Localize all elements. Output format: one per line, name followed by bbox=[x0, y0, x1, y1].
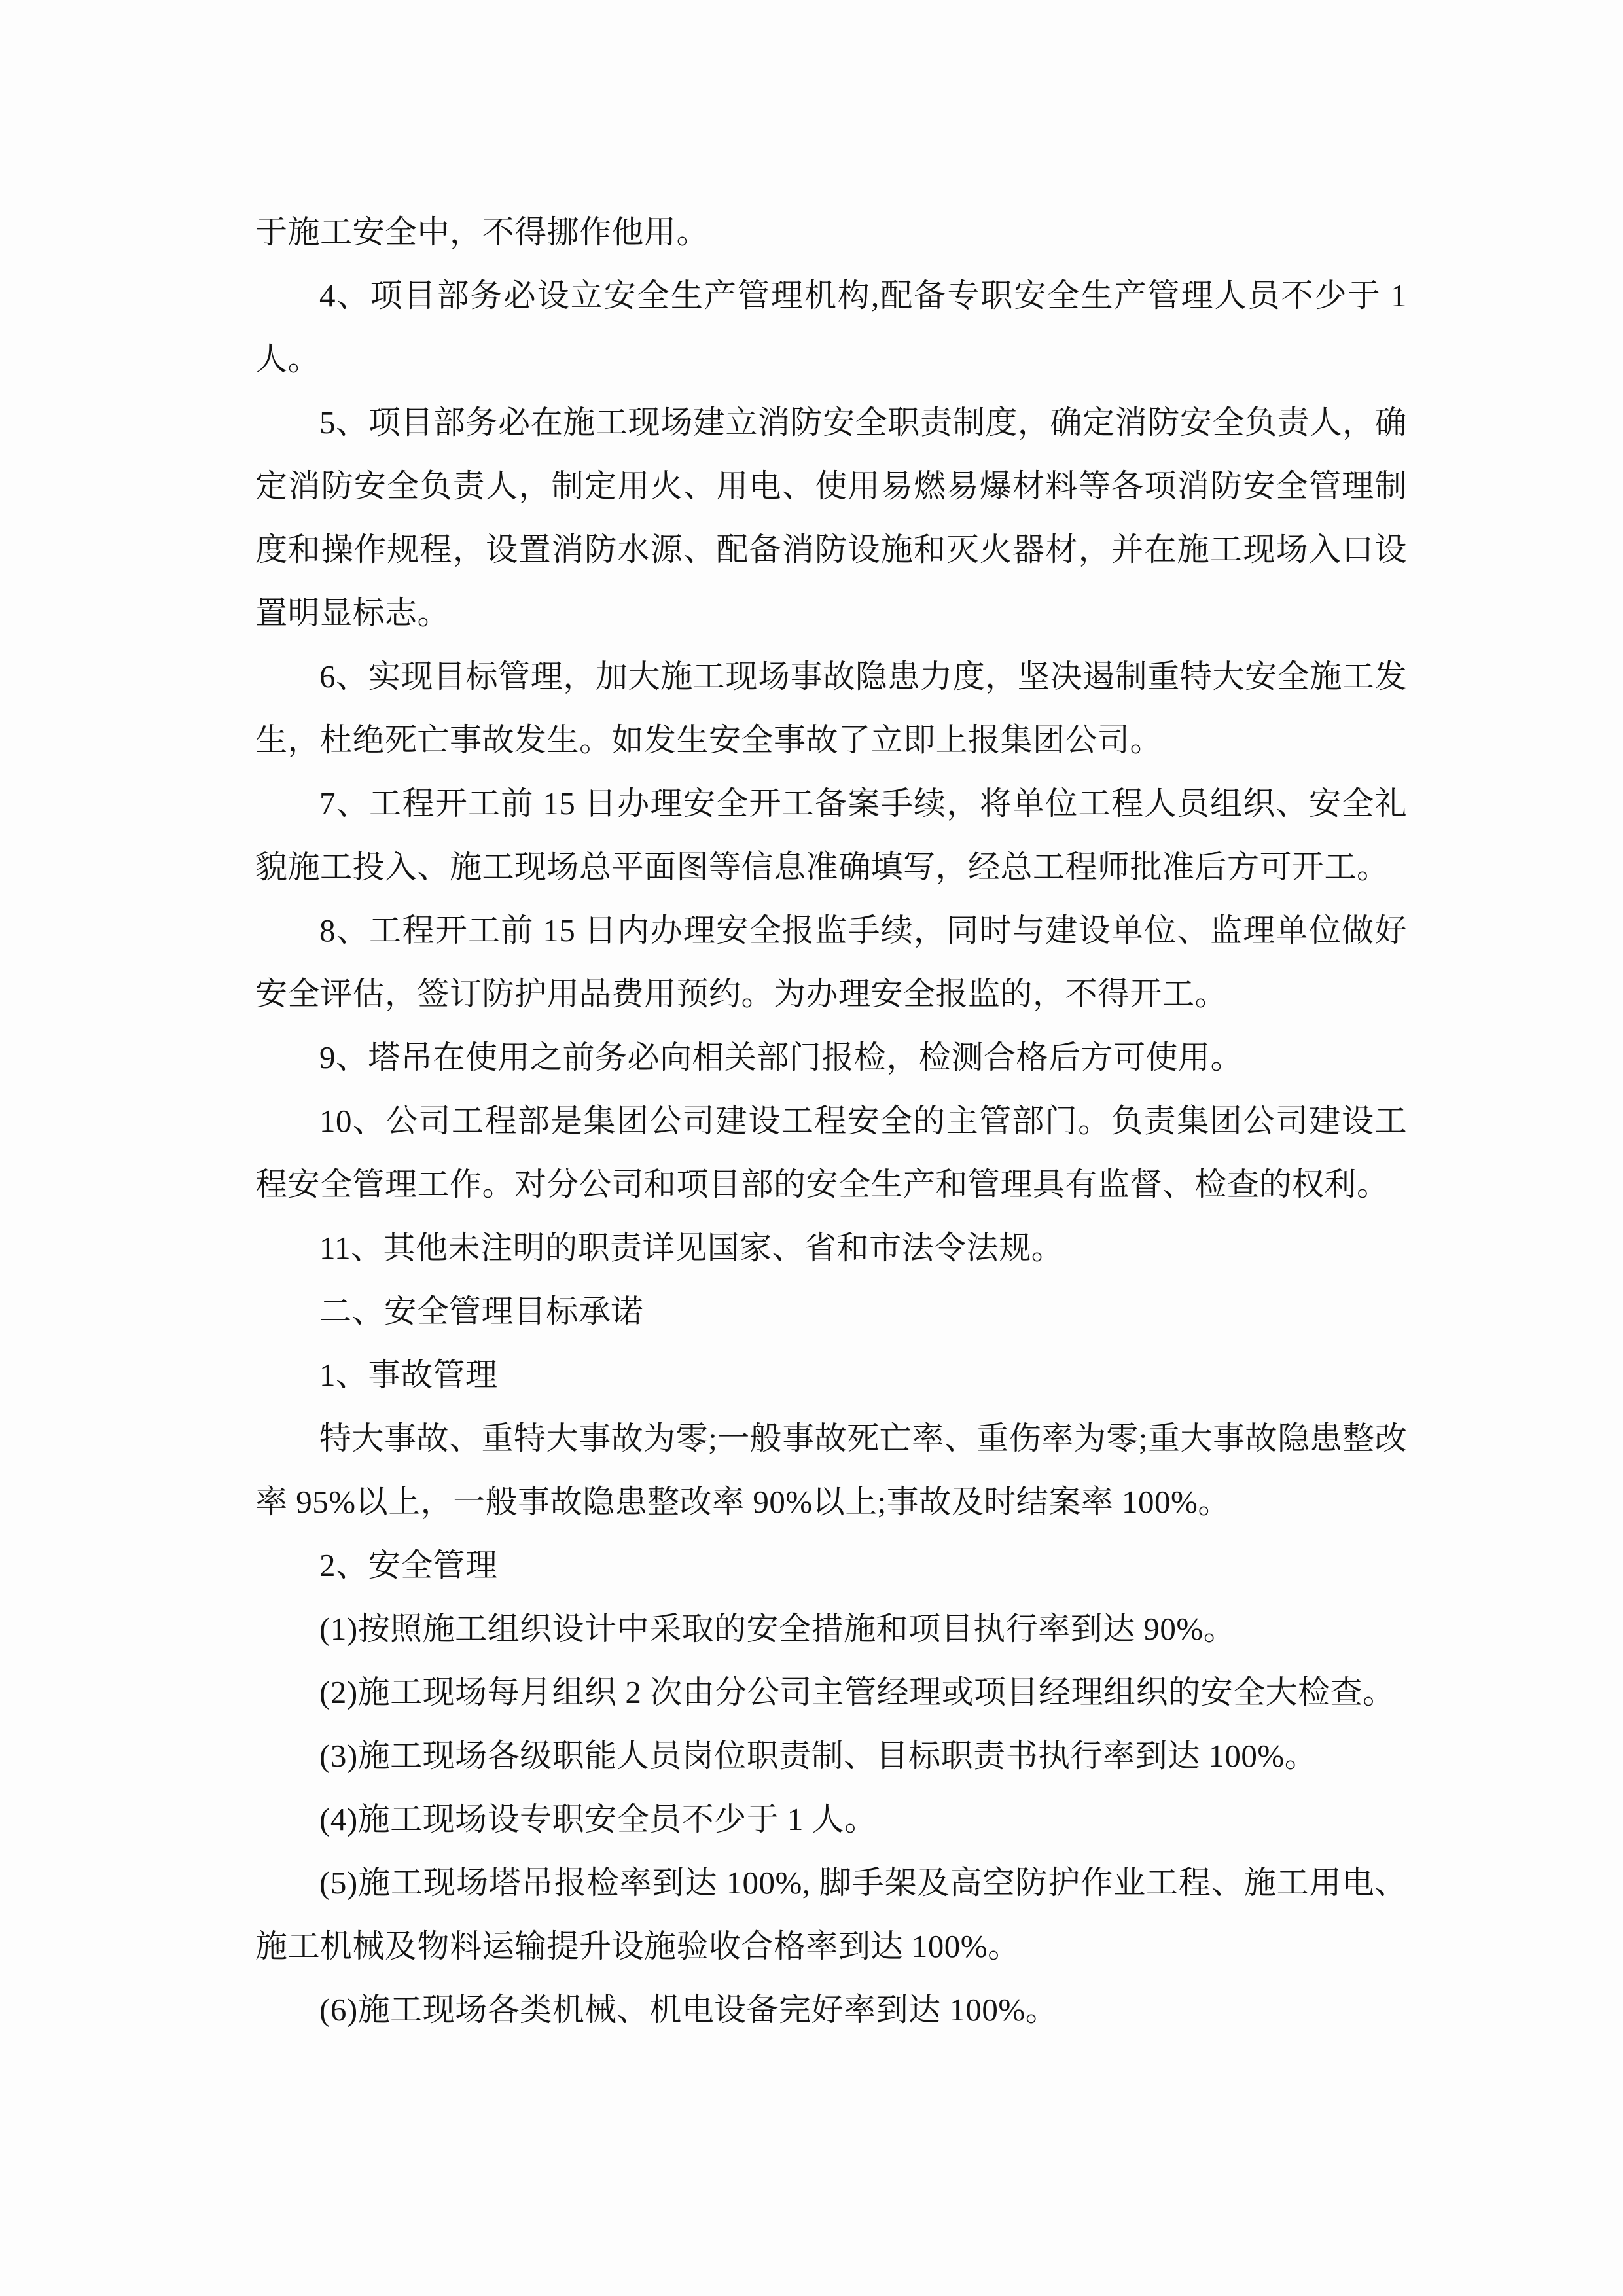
paragraph-subitem-5: (5)施工现场塔吊报检率到达 100%, 脚手架及高空防护作业工程、施工用电、施工机械及物料运输提升设施验收合格率到达 100%。 bbox=[255, 1865, 1407, 1964]
paragraph-item-6: 6、实现目标管理，加大施工现场事故隐患力度，坚决遏制重特大安全施工发生，杜绝死亡事故发生。如发生安全事故了立即上报集团公司。 bbox=[255, 658, 1407, 758]
paragraph-subitem-4: (4)施工现场设专职安全员不少于 1 人。 bbox=[319, 1801, 877, 1837]
paragraph-continuation: 于施工安全中，不得挪作他用。 bbox=[255, 214, 709, 250]
subsection-heading-2: 2、安全管理 bbox=[319, 1547, 498, 1583]
paragraph-subitem-6: (6)施工现场各类机械、机电设备完好率到达 100%。 bbox=[319, 1992, 1058, 2028]
paragraph-item-4: 4、项目部务必设立安全生产管理机构,配备专职安全生产管理人员不少于 1 人。 bbox=[255, 278, 1407, 377]
paragraph-subitem-2: (2)施工现场每月组织 2 次由分公司主管经理或项目经理组织的安全大检查。 bbox=[319, 1674, 1395, 1710]
paragraph-subitem-1: (1)按照施工组织设计中采取的安全措施和项目执行率到达 90%。 bbox=[319, 1611, 1236, 1647]
paragraph-item-7: 7、工程开工前 15 日办理安全开工备案手续，将单位工程人员组织、安全礼貌施工投入、施工现场总平面图等信息准确填写，经总工程师批准后方可开工。 bbox=[255, 785, 1407, 885]
paragraph-subitem-3: (3)施工现场各级职能人员岗位职责制、目标职责书执行率到达 100%。 bbox=[319, 1738, 1317, 1774]
paragraph-accident-targets: 特大事故、重特大事故为零;一般事故死亡率、重伤率为零;重大事故隐患整改率 95%以上，一般事故隐患整改率 90%以上;事故及时结案率 100%。 bbox=[255, 1420, 1407, 1520]
subsection-heading-1: 1、事故管理 bbox=[319, 1357, 498, 1393]
paragraph-item-5: 5、项目部务必在施工现场建立消防安全职责制度，确定消防安全负责人，确定消防安全负责人，制定用火、用电、使用易燃易爆材料等各项消防安全管理制度和操作规程，设置消防水源、配备消防设施和灭火器材，并在施工现场入口设置明显标志。 bbox=[255, 404, 1407, 631]
paragraph-item-8: 8、工程开工前 15 日内办理安全报监手续，同时与建设单位、监理单位做好安全评估，签订防护用品费用预约。为办理安全报监的，不得开工。 bbox=[255, 912, 1407, 1012]
paragraph-item-11: 11、其他未注明的职责详见国家、省和市法令法规。 bbox=[319, 1230, 1064, 1266]
paragraph-item-9: 9、塔吊在使用之前务必向相关部门报检，检测合格后方可使用。 bbox=[319, 1039, 1243, 1075]
paragraph-item-10: 10、公司工程部是集团公司建设工程安全的主管部门。负责集团公司建设工程安全管理工作。对分公司和项目部的安全生产和管理具有监督、检查的权利。 bbox=[255, 1103, 1407, 1202]
section-heading-2: 二、安全管理目标承诺 bbox=[319, 1293, 644, 1329]
